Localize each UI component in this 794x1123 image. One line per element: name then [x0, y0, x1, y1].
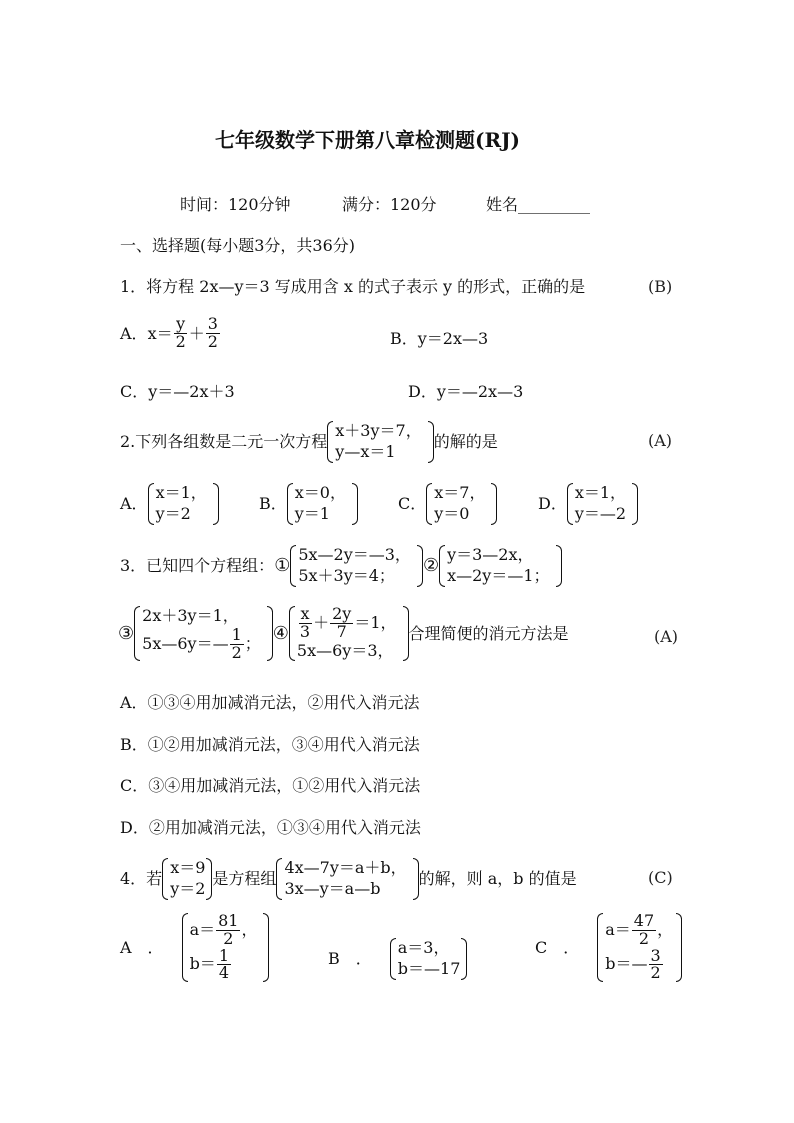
equation-row: y＝2	[155, 503, 191, 523]
equation-system	[148, 483, 219, 525]
equation-row: 2x＋3y＝1，	[142, 606, 239, 625]
fraction	[174, 316, 188, 351]
numerator: 47	[633, 911, 655, 930]
circled-one-marker: ①	[274, 555, 291, 576]
equation-row: 5x—2y＝—3，	[298, 545, 411, 564]
fraction	[632, 913, 656, 948]
equation-row	[605, 913, 673, 948]
equation-row: x＝9	[170, 858, 206, 877]
plus-sign: ＋	[313, 612, 330, 632]
q4-option-a	[120, 913, 269, 982]
q4-answer: (C)	[648, 868, 673, 887]
equation-row: 4x—7y＝a＋b，	[284, 858, 407, 877]
equation-system	[390, 938, 468, 980]
page-title: 七年级数学下册第八章检测题(RJ)	[215, 128, 521, 152]
q2-option-c	[398, 483, 497, 525]
equation-row	[142, 624, 261, 662]
circled-four-marker: ④	[272, 622, 289, 644]
numerator: 3	[207, 314, 218, 333]
q1-option-d: D．y＝—2x—3	[408, 382, 524, 401]
equation-system	[597, 913, 682, 982]
score-info: 满分：120分	[342, 195, 437, 214]
stem-text: 2.下列各组数是二元一次方程	[120, 432, 328, 452]
stem-text: 的解的是	[433, 432, 498, 452]
numerator: 3	[650, 945, 661, 965]
equation-system	[439, 545, 561, 587]
equation-system	[567, 483, 638, 525]
time-info: 时间：120分钟	[180, 195, 291, 214]
denominator: 4	[218, 963, 229, 983]
q1-option-b: B．y＝2x—3	[390, 329, 489, 348]
stem-text: 合理简便的消元方法是	[408, 624, 569, 644]
option-label: A．	[120, 323, 148, 343]
equation-row: x＝7，	[434, 483, 486, 502]
stem-text: 4．若	[120, 869, 163, 889]
solution-system	[162, 858, 212, 900]
stem-text: 是方程组	[212, 869, 277, 889]
denominator: 2	[650, 963, 661, 983]
equation-row: x＝1，	[155, 483, 207, 502]
expr-text: a＝	[605, 919, 631, 939]
q3-option-d: D．②用加减消元法，①③④用代入消元法	[120, 818, 421, 837]
equation-system	[287, 483, 358, 525]
left-brace	[426, 483, 432, 525]
q2-option-b	[259, 483, 358, 525]
equation-system	[426, 483, 497, 525]
left-brace	[276, 858, 282, 900]
denominator: 2	[638, 928, 650, 948]
option-label: D．	[538, 494, 567, 514]
left-brace	[597, 913, 603, 982]
stem-text: 3．已知四个方程组：	[120, 556, 275, 576]
q4-stem	[120, 858, 577, 900]
q2-answer: (A)	[648, 431, 673, 450]
left-brace	[327, 421, 333, 463]
equation-row: x—2y＝—1；	[447, 565, 550, 585]
fraction	[330, 606, 353, 641]
right-paren	[491, 483, 497, 525]
left-brace	[439, 545, 445, 587]
equation-row: y＝—2	[574, 503, 627, 523]
name-field: 姓名_________	[486, 195, 591, 214]
expr-text: ；	[244, 633, 261, 653]
denominator: 7	[336, 621, 347, 641]
left-brace	[134, 606, 140, 661]
expr-text: b＝—	[605, 954, 648, 974]
equation-row	[189, 945, 258, 983]
left-brace	[290, 545, 296, 587]
option-label: C．	[398, 494, 427, 514]
equation-system	[276, 858, 418, 900]
left-brace	[287, 483, 293, 525]
equation-row	[297, 606, 397, 641]
right-paren	[263, 913, 269, 982]
right-paren	[352, 483, 358, 525]
right-paren	[676, 913, 682, 982]
q2-option-a	[120, 483, 219, 525]
option-label: A．	[120, 494, 148, 514]
q3-option-c: C．③④用加减消元法，①②用代入消元法	[120, 776, 421, 795]
equation-row: 5x—6y＝3，	[296, 640, 394, 660]
equation-system	[289, 606, 409, 661]
q2-option-d	[538, 483, 638, 525]
numerator: 1	[231, 624, 242, 644]
denominator: 2	[231, 642, 242, 662]
equation-row: 3x—y＝a—b	[284, 878, 381, 898]
q2-stem	[120, 421, 498, 463]
numerator: 81	[218, 911, 239, 930]
plus-sign: ＋	[188, 323, 205, 343]
expr-text: a＝	[189, 919, 216, 939]
left-brace	[182, 913, 188, 982]
section-heading: 一、选择题(每小题3分，共36分)	[120, 236, 356, 255]
equation-row: x＝1，	[574, 483, 627, 502]
numerator: 2y	[332, 604, 352, 623]
equation-row: 5x＋3y＝4；	[298, 565, 395, 585]
stem-text: 的解，则 a，b 的值是	[418, 869, 577, 889]
left-brace	[567, 483, 573, 525]
fraction	[217, 945, 231, 983]
equation-system	[290, 545, 423, 587]
equation-row: a＝3，	[397, 938, 450, 957]
q1-stem: 1．将方程 2x—y＝3 写成用含 x 的式子表示 y 的形式，正确的是	[120, 277, 586, 296]
fraction	[216, 913, 240, 948]
q3-answer: (A)	[654, 627, 679, 646]
left-brace	[148, 483, 154, 525]
left-brace	[162, 858, 168, 900]
expr-text: ＝1，	[354, 612, 397, 632]
option-label: A ．	[120, 938, 164, 957]
right-paren	[213, 483, 219, 525]
equation-system	[182, 913, 270, 982]
denominator: 2	[207, 331, 218, 351]
q3-stem-line1	[120, 545, 562, 587]
equation-row: y＝0	[434, 503, 470, 523]
equation-row: x＝0，	[294, 483, 346, 502]
numerator: y	[176, 314, 186, 333]
equation-row: y＝3—2x，	[447, 545, 534, 564]
circled-three-marker: ③	[118, 622, 135, 644]
equation-system	[327, 421, 433, 463]
fraction	[649, 945, 663, 983]
q3-option-a: A．①③④用加减消元法，②用代入消元法	[120, 693, 420, 712]
q3-stem-line2	[118, 606, 569, 661]
equation-system	[134, 606, 273, 661]
right-paren	[632, 483, 638, 525]
q4-option-b	[328, 938, 467, 980]
equation-row: x＋3y＝7，	[335, 421, 422, 440]
equation-row: b＝—17	[397, 958, 461, 978]
fraction	[298, 606, 312, 641]
denominator: 2	[223, 928, 234, 948]
fraction	[230, 624, 244, 662]
fraction	[206, 316, 220, 351]
equation-row: y＝2	[170, 878, 206, 898]
expr-text: ，	[657, 919, 674, 939]
expr-text: b＝	[189, 954, 216, 974]
q1-option-a	[120, 316, 221, 351]
expr-text: x＝	[147, 323, 173, 343]
equation-row: y＝1	[294, 503, 330, 523]
equation-row: y—x＝1	[335, 441, 396, 461]
right-paren	[556, 545, 562, 587]
option-label: C ．	[535, 938, 580, 957]
q1-option-c: C．y＝—2x＋3	[120, 382, 235, 401]
option-label: B．	[259, 494, 287, 514]
right-paren	[461, 938, 467, 980]
denominator: 3	[299, 621, 311, 641]
equation-row	[190, 913, 258, 948]
q1-answer: (B)	[648, 277, 673, 296]
expr-text: ，	[241, 919, 258, 939]
numerator: 1	[218, 945, 229, 965]
q4-option-c	[535, 913, 682, 982]
option-label: B ．	[328, 949, 372, 969]
denominator: 2	[175, 331, 186, 351]
expr-text: 5x—6y＝—	[142, 633, 229, 653]
circled-two-marker: ②	[422, 555, 440, 576]
left-brace	[390, 938, 396, 980]
left-brace	[289, 606, 295, 661]
q3-option-b: B．①②用加减消元法，③④用代入消元法	[120, 735, 420, 754]
numerator: x	[300, 604, 310, 623]
equation-row	[605, 945, 673, 983]
